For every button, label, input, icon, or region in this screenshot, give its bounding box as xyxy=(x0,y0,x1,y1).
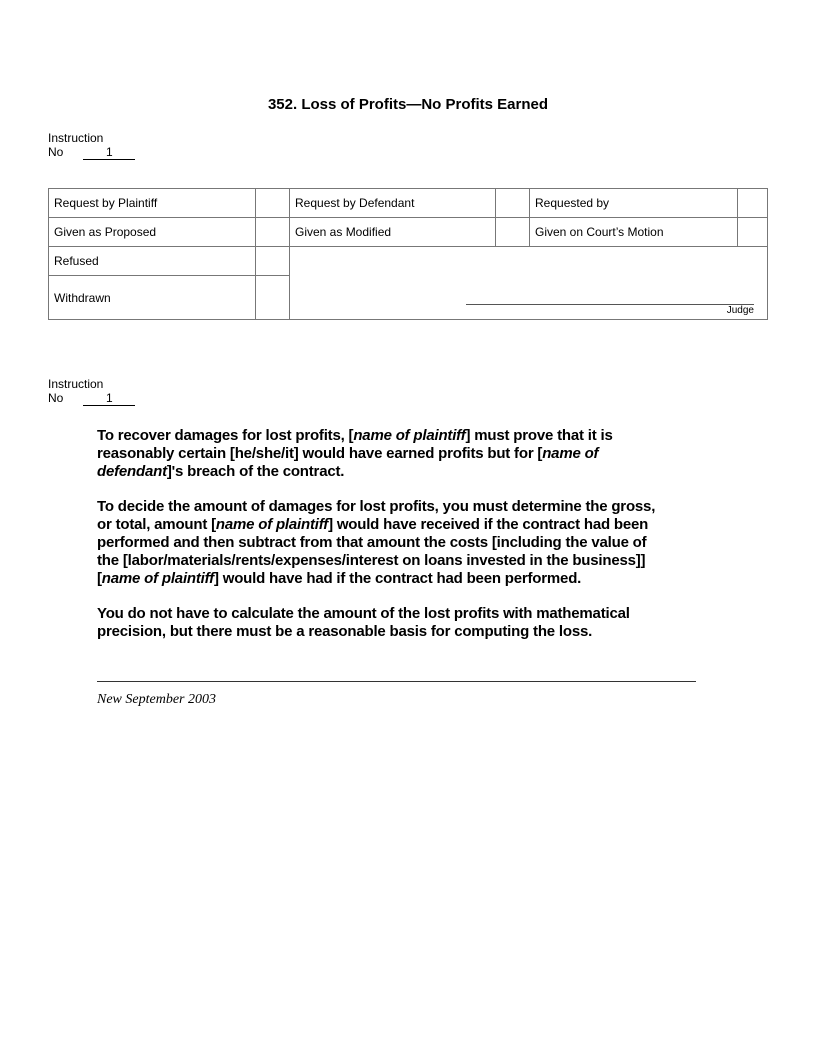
placeholder-text: defendant xyxy=(97,463,167,480)
text-segment: ] would have received if the contract had been xyxy=(328,516,649,533)
text-segment: To decide the amount of damages for lost profits, you must determine the gross, xyxy=(97,498,656,515)
cell-request-by-defendant: Request by Defendant xyxy=(289,188,496,218)
text-segment: or total, amount [ xyxy=(97,516,216,533)
instruction-paragraph xyxy=(97,605,655,641)
checkbox-request-by-defendant[interactable] xyxy=(495,188,530,218)
cell-given-as-modified: Given as Modified xyxy=(289,217,496,247)
instruction-label: Instruction xyxy=(48,131,104,145)
instruction-body xyxy=(97,427,655,658)
text-segment: performed and then subtract from that amount the costs [including the value of xyxy=(97,534,647,551)
checkbox-given-as-proposed[interactable] xyxy=(255,217,290,247)
paragraph-line xyxy=(97,445,655,463)
checkbox-given-as-modified[interactable] xyxy=(495,217,530,247)
page-title: 352. Loss of Profits—No Profits Earned xyxy=(267,96,549,113)
checkbox-request-by-plaintiff[interactable] xyxy=(255,188,290,218)
instruction-number-block xyxy=(48,131,135,160)
text-segment: To recover damages for lost profits, [ xyxy=(97,427,354,444)
paragraph-line xyxy=(97,570,655,588)
placeholder-text: name of xyxy=(542,445,599,462)
paragraph-line xyxy=(97,534,655,552)
paragraph-line xyxy=(97,463,655,481)
paragraph-line xyxy=(97,623,655,641)
instruction-label: Instruction xyxy=(48,377,104,391)
instruction-disposition-table xyxy=(48,188,768,320)
text-segment: reasonably certain [he/she/it] would have earned profits but for [ xyxy=(97,445,543,462)
cell-given-on-courts-motion: Given on Court’s Motion xyxy=(529,217,738,247)
checkbox-withdrawn[interactable] xyxy=(255,275,290,320)
cell-request-by-plaintiff: Request by Plaintiff xyxy=(48,188,256,218)
paragraph-line xyxy=(97,427,655,445)
cell-withdrawn: Withdrawn xyxy=(48,275,256,320)
no-label: No xyxy=(48,391,64,405)
judge-signature-area xyxy=(289,246,768,320)
placeholder-text: name of plaintiff xyxy=(101,570,214,587)
judge-label: Judge xyxy=(726,305,754,316)
placeholder-text: name of plaintiff xyxy=(215,516,329,533)
checkbox-requested-by[interactable] xyxy=(737,188,768,218)
paragraph-line xyxy=(97,498,655,516)
paragraph-line xyxy=(97,552,655,570)
no-label: No xyxy=(48,145,64,159)
cell-given-as-proposed: Given as Proposed xyxy=(48,217,256,247)
placeholder-text: name of plaintiff xyxy=(353,427,466,444)
text-segment: the [labor/materials/rents/expenses/interest on loans invested in the business]] xyxy=(97,552,646,569)
revision-note: New September 2003 xyxy=(97,692,216,707)
text-segment: precision, but there must be a reasonable basis for computing the loss. xyxy=(97,623,593,640)
instruction-number: 1 xyxy=(83,146,135,160)
footer-divider xyxy=(97,681,696,682)
instruction-paragraph xyxy=(97,427,655,481)
instruction-number: 1 xyxy=(83,392,135,406)
cell-requested-by: Requested by xyxy=(529,188,738,218)
text-segment: [ xyxy=(97,570,102,587)
instruction-number-block-2 xyxy=(48,377,135,406)
paragraph-line xyxy=(97,605,655,623)
paragraph-line xyxy=(97,516,655,534)
instruction-paragraph xyxy=(97,498,655,588)
text-segment: ] must prove that it is xyxy=(465,427,613,444)
text-segment: ] would have had if the contract had been performed. xyxy=(213,570,582,587)
checkbox-given-on-courts-motion[interactable] xyxy=(737,217,768,247)
checkbox-refused[interactable] xyxy=(255,246,290,276)
text-segment: You do not have to calculate the amount of the lost profits with mathematical xyxy=(97,605,630,622)
cell-refused: Refused xyxy=(48,246,256,276)
text-segment: ]'s breach of the contract. xyxy=(166,463,345,480)
